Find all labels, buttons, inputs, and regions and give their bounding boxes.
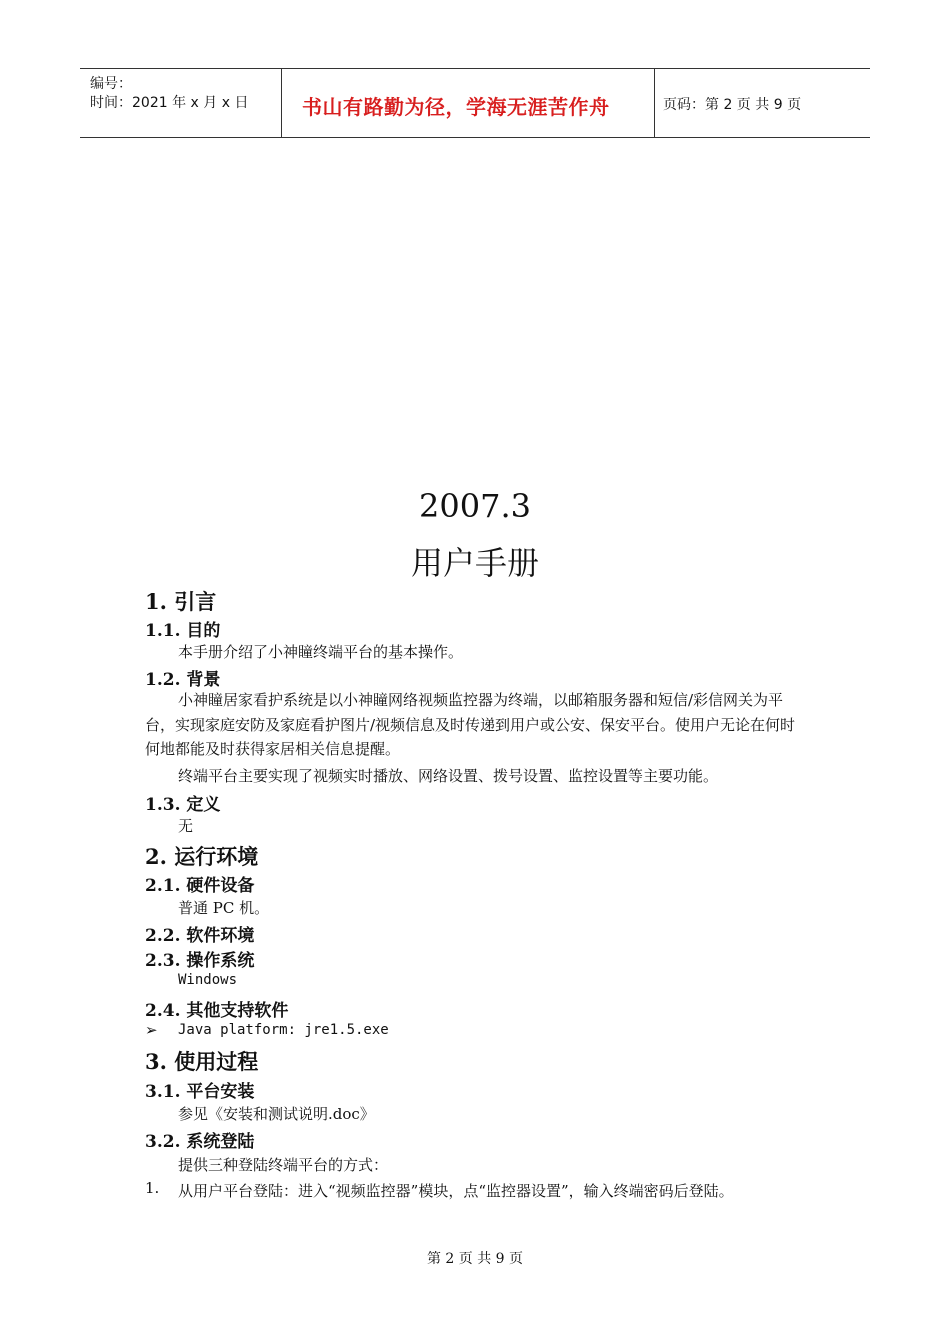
hardware-text: 普通 PC 机。 [178, 899, 270, 917]
purpose-text: 本手册介绍了小神瞳终端平台的基本操作。 [178, 643, 464, 661]
list-item-text: 从用户平台登陆：进入“视频监控器”模块，点“监控器设置”，输入终端密码后登陆。 [178, 1182, 734, 1200]
bullet-arrow-icon: ➢ [145, 1021, 158, 1039]
time-label: 时间：2021 年 x 月 x 日 [90, 95, 249, 111]
heading-usage: 3. 使用过程 [145, 1049, 259, 1074]
heading-software: 2.2. 软件环境 [145, 926, 255, 946]
definitions-text: 无 [178, 817, 194, 835]
other-software-text: Java platform: jre1.5.exe [178, 1022, 389, 1038]
background-paragraph-2: 终端平台主要实现了视频实时播放、网络设置、拨号设置、监控设置等主要功能。 [178, 767, 719, 785]
heading-other-software: 2.4. 其他支持软件 [145, 1001, 289, 1021]
heading-install: 3.1. 平台安装 [145, 1082, 255, 1102]
heading-login: 3.2. 系统登陆 [145, 1132, 255, 1152]
list-item-number: 1. [145, 1179, 160, 1197]
heading-background: 1.2. 背景 [145, 670, 221, 690]
login-text: 提供三种登陆终端平台的方式： [178, 1156, 389, 1174]
page-header [80, 68, 870, 138]
header-motto-cell [281, 69, 655, 137]
document-title: 用户手册 [410, 544, 539, 582]
document-date: 2007.3 [419, 487, 531, 525]
page-label: 页码：第 2 页 共 9 页 [663, 97, 802, 113]
heading-definitions: 1.3. 定义 [145, 795, 221, 815]
heading-hardware: 2.1. 硬件设备 [145, 876, 255, 896]
heading-purpose: 1.1. 目的 [145, 621, 221, 641]
heading-os: 2.3. 操作系统 [145, 951, 255, 971]
number-label: 编号： [90, 76, 132, 92]
heading-environment: 2. 运行环境 [145, 844, 259, 869]
page-footer: 第 2 页 共 9 页 [426, 1251, 524, 1267]
motto: 书山有路勤为径，学海无涯苦作舟 [302, 95, 610, 119]
os-text: Windows [178, 972, 238, 988]
install-text: 参见《安装和测试说明.doc》 [178, 1105, 375, 1123]
background-paragraph-1: 小神瞳居家看护系统是以小神瞳网络视频监控器为终端，以邮箱服务器和短信/彩信网关为平台，实现家庭安防及家庭看护图片/视频信息及时传递到用户或公安、保安平台。使用户无论在何时何地都能及时获得家居相关信息提醒。 [145, 691, 796, 758]
heading-introduction: 1. 引言 [145, 589, 217, 614]
header-meta [80, 69, 280, 137]
